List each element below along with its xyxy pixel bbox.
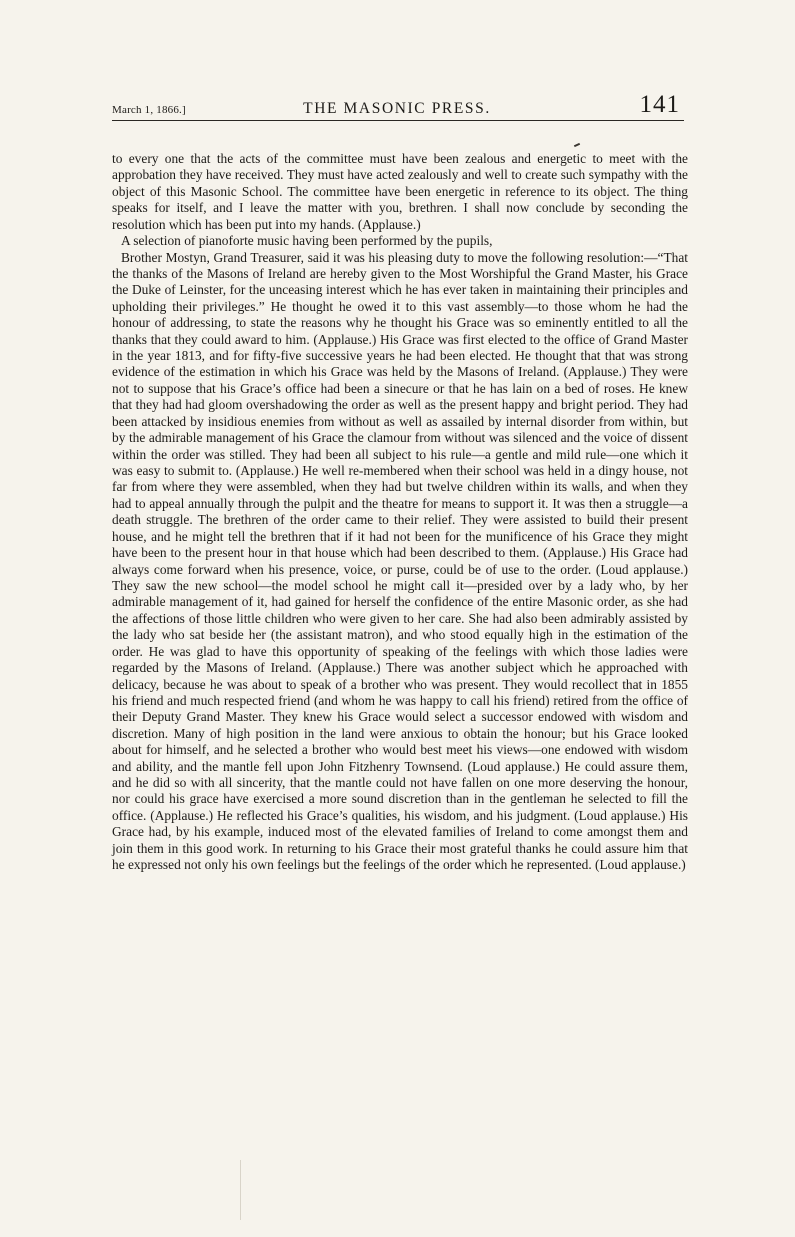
scan-edge-line (240, 1160, 241, 1220)
issue-date: March 1, 1866.] (112, 104, 186, 116)
paragraph-mostyn-speech: Brother Mostyn, Grand Treasurer, said it was his pleasing duty to move the following resolution:—“That the thanks of the Masons of Ireland are hereby given to the Most Worshipful the Grand Master, his Grace the Duke of Leinster, for the unceasing interest which he has ever taken in maintaining their principles and upholding their privileges.” He thought he owed it to this vast assembly—to those whom he had the honour of addressing, to state the reasons why he thought his Grace was so eminently entitled to all the thanks that they could award to him. (Applause.) His Grace was first elected to the office of Grand Master in the year 1813, and for fifty-five successive years he had been elected. He thought that that was strong evidence of the estimation in which his Grace was held by the Masons of Ireland. (Applause.) They were not to suppose that his Grace’s office had been a sinecure or that he has lain on a bed of roses. He knew that they had had gloom overshadowing the order as well as the present happy and bright period. They had been attacked by insidious enemies from without as well as assailed by internal disorder from within, but by the admirable management of his Grace the clamour from without was silenced and the voice of dissent within the order was stilled. They had been all subject to his rule—a gentle and mild rule—one which it was easy to submit to. (Applause.) He well re-membered when their school was held in a dingy house, not far from where they were assembled, when they had but twelve children within its walls, and when they had to appeal annually through the pulpit and the theatre for means to support it. It was then a struggle—a death struggle. The brethren of the order came to their relief. They were assisted to build their present house, and he might tell the brethren that if it had not been for the munificence of his Grace they might have been to the present hour in that house which had been described to them. (Applause.) His Grace had always come forward when his presence, voice, or purse, could be of use to the order. (Loud applause.) They saw the new school—the model school he might call it—presided over by a lady who, by her admirable management of it, had gained for herself the confidence of the entire Masonic order, as she had the affections of those little children who were given to her care. She had also been admirably assisted by the lady who sat beside her (the assistant matron), and who stood equally high in the estimation of the order. He was glad to have this opportunity of speaking of the feelings with which those ladies were regarded by the Masons of Ireland. (Applause.) There was another subject which he approached with delicacy, because he was about to speak of a brother who was present. They would recollect that in 1855 his friend and much respected friend (and whom he was happy to call his friend) retired from the office of their Deputy Grand Master. They knew his Grace would select a successor endowed with wisdom and discretion. Many of high position in the land were anxious to obtain the honour; but his Grace looked about for himself, and he selected a brother who would best meet his views—one endowed with wisdom and ability, and the mantle fell upon John Fitzhenry Townsend. (Loud applause.) He could assure them, and he did so with all sincerity, that the mantle could not have fallen on one more deserving the honour, nor could his grace have exercised a more sound discretion than in the gentleman he selected to fill the office. (Applause.) He reflected his Grace’s qualities, his wisdom, and his judgment. (Loud applause.) His Grace had, by his example, induced most of the elevated families of Ireland to come amongst them and join them in this good work. In returning to his Grace their most grateful thanks he could assure him that he expressed not only his own feelings but the feelings of the order which he represented. (Loud applause.) (112, 249, 688, 873)
paragraph-music-interlude: A selection of pianoforte music having been performed by the pupils, (121, 233, 493, 249)
article-body (112, 151, 688, 874)
page-number: 141 (639, 91, 680, 118)
header-rule (112, 120, 684, 121)
page-header (112, 82, 682, 116)
publication-title: THE MASONIC PRESS. (303, 100, 491, 117)
paragraph-continuation: to every one that the acts of the committee must have been zealous and energetic to meet with the approbation they have received. They must have acted zealously and well to create such sympathy with the object of this Masonic School. The committee have been energetic in reference to its object. The thing speaks for itself, and I leave the matter with you, brethren. I shall now conclude by seconding the resolution which has been put into my hands. (Applause.) (112, 151, 688, 232)
print-mark (574, 143, 580, 147)
